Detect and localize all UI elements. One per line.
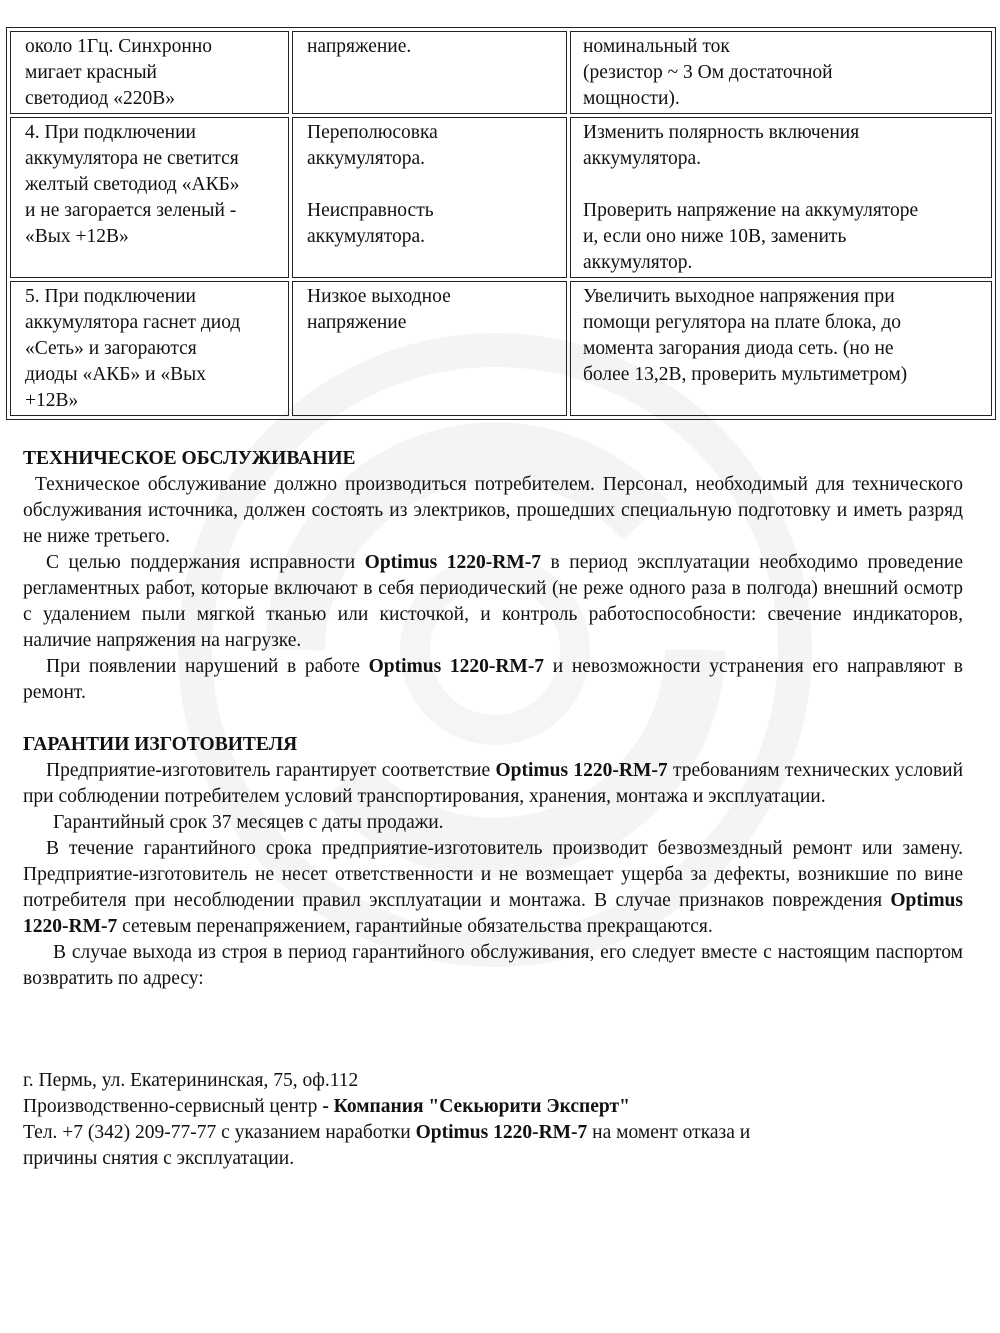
maintenance-heading: ТЕХНИЧЕСКОЕ ОБСЛУЖИВАНИЕ <box>23 448 356 469</box>
warranty-paragraph: В случае выхода из строя в период гарантийного обслуживания, его следует вместе с настоящим паспортом возвратить по адресу: <box>23 942 963 989</box>
address: г. Пермь, ул. Екатерининская, 75, оф.112 <box>23 1070 359 1091</box>
product-name: Optimus 1220-RM-7 <box>415 1122 588 1143</box>
product-name: Optimus 1220-RM-7 <box>364 552 542 573</box>
warranty-section <box>23 732 963 992</box>
table-row <box>10 117 992 278</box>
cause-cell: Низкое выходное напряжение <box>292 281 567 416</box>
warranty-paragraph: Гарантийный срок 37 месяцев с даты продажи. <box>53 812 444 833</box>
product-name: Optimus 1220-RM-7 <box>368 656 545 677</box>
remedy-cell: номинальный ток (резистор ~ 3 Ом достаточной мощности). <box>570 31 992 114</box>
maintenance-paragraph: При появлении нарушений в работе Optimus 1220-RM-7 и невозможности устранения его направляют в ремонт. <box>23 656 963 703</box>
contact-block <box>23 1068 963 1172</box>
cause-cell: Переполюсовка аккумулятора. Неисправность аккумулятора. <box>292 117 567 278</box>
warranty-paragraph: В течение гарантийного срока предприятие-изготовитель производит безвозмездный ремонт или замену. Предприятие-изготовитель не несет ответственности и не возмещает ущерба за дефекты, возникшие по вине потребителя при несоблюдении правил эксплуатации и монтажа. В случае признаков повреждения Optimus 1220-RM-7 сетевым перенапряжением, гарантийные обязательства прекращаются. <box>23 838 963 937</box>
symptom-cell: около 1Гц. Синхронно мигает красный светодиод «220В» <box>10 31 289 114</box>
phone-line-continued: причины снятия с эксплуатации. <box>23 1148 295 1169</box>
symptom-cell: 4. При подключении аккумулятора не светится желтый светодиод «АКБ» и не загорается зеленый - «Вых +12В» <box>10 117 289 278</box>
phone-line: Тел. +7 (342) 209-77-77 с указанием наработки Optimus 1220-RM-7 на момент отказа и <box>23 1122 751 1143</box>
symptom-cell: 5. При подключении аккумулятора гаснет диод «Сеть» и загораются диоды «АКБ» и «Вых +12В» <box>10 281 289 416</box>
product-name: Optimus 1220-RM-7 <box>23 890 963 937</box>
remedy-cell: Изменить полярность включения аккумулятора. Проверить напряжение на аккумуляторе и, если оно ниже 10В, заменить аккумулятор. <box>570 117 992 278</box>
table-row <box>10 31 992 114</box>
warranty-paragraph: Предприятие-изготовитель гарантирует соответствие Optimus 1220-RM-7 требованиям технических условий при соблюдении потребителем условий транспортирования, хранения, монтажа и эксплуатации. <box>23 760 964 807</box>
remedy-cell: Увеличить выходное напряжения при помощи регулятора на плате блока, до момента загорания диода сеть. (но не более 13,2В, проверить мультиметром) <box>570 281 992 416</box>
maintenance-paragraph: Техническое обслуживание должно производиться потребителем. Персонал, необходимый для технического обслуживания источника, должен состоять из электриков, прошедших специальную подготовку и иметь разряд не ниже третьего. <box>23 474 963 547</box>
warranty-heading: ГАРАНТИИ ИЗГОТОВИТЕЛЯ <box>23 734 298 755</box>
product-name: Optimus 1220-RM-7 <box>495 760 668 781</box>
maintenance-paragraph: С целью поддержания исправности Optimus 1220-RM-7 в период эксплуатации необходимо проведение регламентных работ, которые включают в себя периодический (не реже одного раза в полгода) внешний осмотр с удалением пыли мягкой тканью или кисточкой, и контроль работоспособности: свечение индикаторов, наличие напряжения на нагрузке. <box>23 552 963 651</box>
troubleshooting-table <box>6 27 996 420</box>
table-row <box>10 281 992 416</box>
company-name: - Компания "Секьюрити Эксперт" <box>322 1096 630 1117</box>
maintenance-section <box>23 446 963 706</box>
cause-cell: напряжение. <box>292 31 567 114</box>
service-center: Производственно-сервисный центр - Компания "Секьюрити Эксперт" <box>23 1096 630 1117</box>
